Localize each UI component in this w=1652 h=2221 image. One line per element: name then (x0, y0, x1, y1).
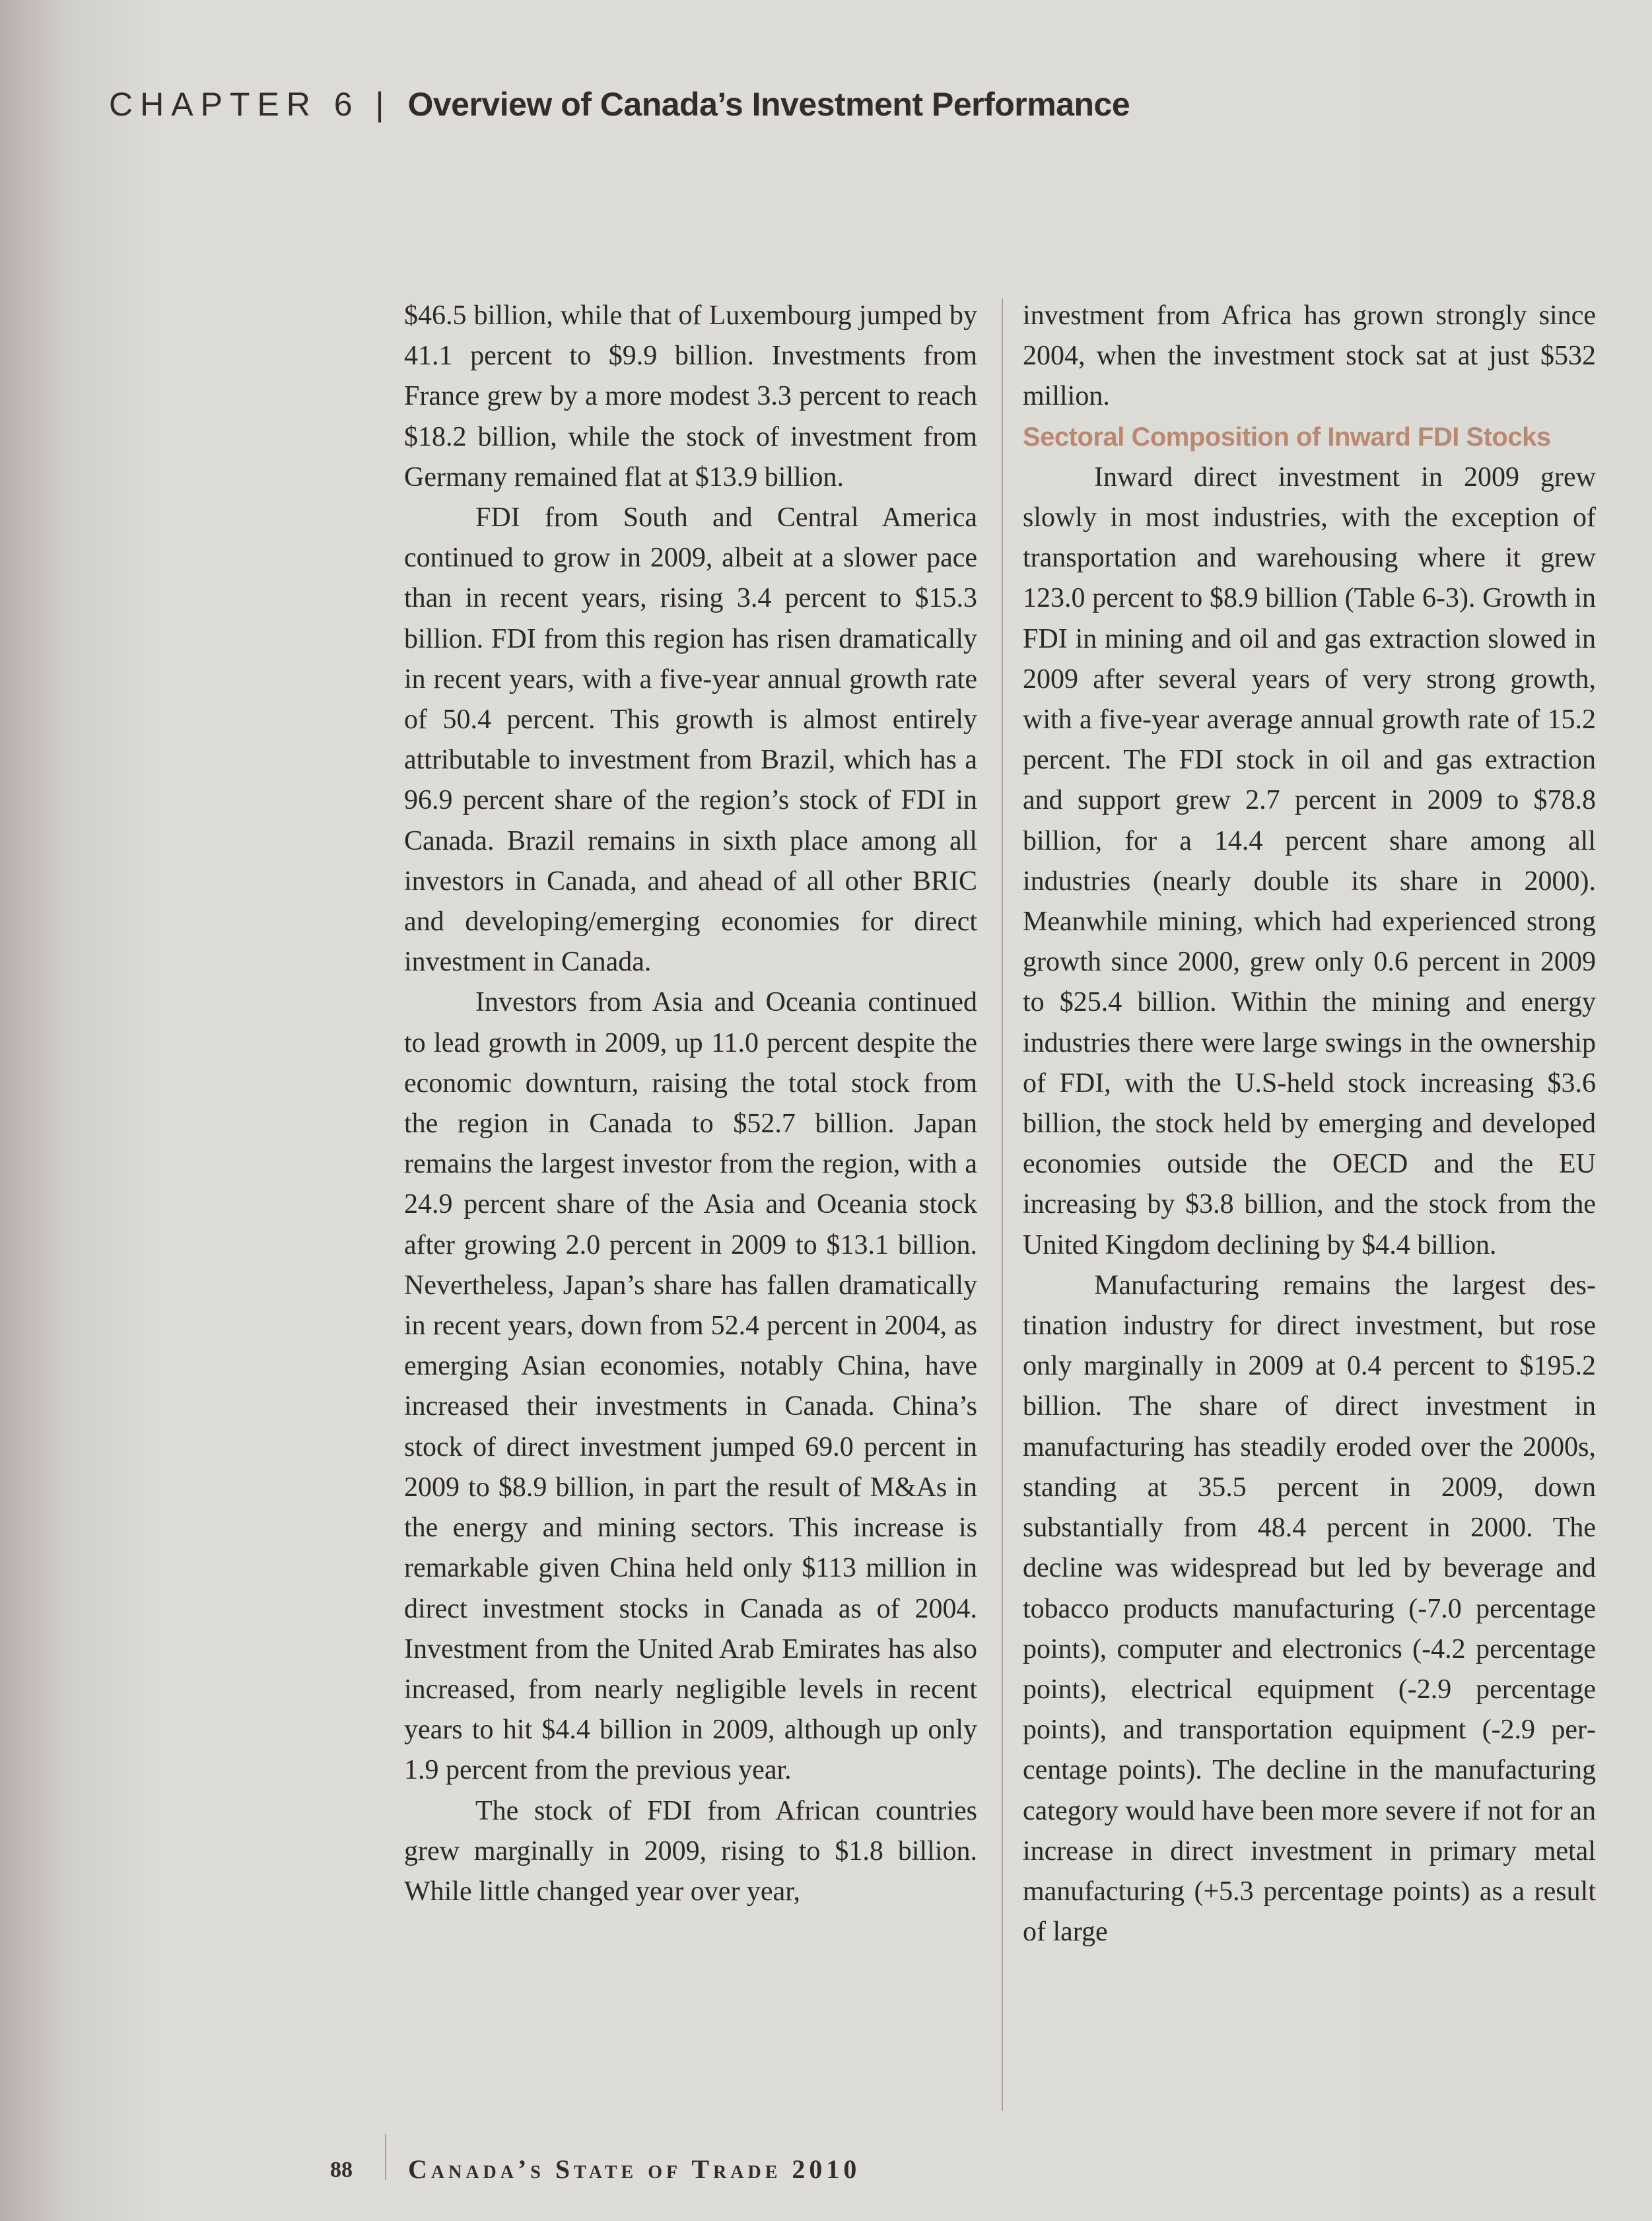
section-heading: Sectoral Composition of Inward FDI Stocks (1023, 422, 1551, 452)
body-paragraph: Investors from Asia and Oceania continued to lead growth in 2009, up 11.0 percent despite the economic downturn, raising the total stock from the region in Canada to $52.7 billion. Japan remains the largest investor from the region, with a 24.9 percent share of the Asia and Oceania stock after growing 2.0 percent in 2009 to $13.1 billion. Nevertheless, Japan’s share has fallen dramatically in recent years, down from 52.4 percent in 2004, as emerging Asian economies, notably China, have increased their investments in Canada. China’s stock of direct investment jumped 69.0 percent in 2009 to $8.9 billion, in part the result of M&As in the energy and mining sectors. This increase is remarkable given China held only $113 million in direct investment stocks in Canada as of 2004. Investment from the United Arab Emirates has also increased, from nearly negligible levels in recent years to hit $4.4 billion in 2009, although up only 1.9 percent from the previous year. (404, 987, 977, 1786)
running-head (109, 85, 1130, 124)
publication-title: Canada’s State of Trade 2010 (408, 2154, 861, 2184)
page-binding-edge (0, 0, 61, 2221)
column-divider (1002, 298, 1003, 2111)
page-number: 88 (330, 2158, 353, 2182)
body-paragraph: The stock of FDI from African countries grew marginally in 2009, rising to $1.8 billion. While little changed year over year, (404, 1795, 977, 1907)
chapter-title: Overview of Canada’s Investment Performance (407, 86, 1130, 123)
right-column (1023, 296, 1596, 1952)
footer-divider (385, 2134, 386, 2180)
header-separator: | (375, 86, 384, 123)
chapter-label: CHAPTER 6 (109, 86, 360, 123)
body-paragraph: $46.5 billion, while that of Luxembourg jumped by 41.1 percent to $9.9 billion. Investments from France grew by a more modest 3.3 percent to reach $18.2 billion, while the stock of investment from Germany remained flat at $13.9 billion. (404, 300, 977, 493)
body-paragraph: Inward direct investment in 2009 grew slowly in most industries, with the exception of transportation and warehousing where it grew 123.0 percent to $8.9 billion (Table 6-3). Growth in FDI in mining and oil and gas extraction slowed in 2009 after several years of very strong growth, with a five-year average annual growth rate of 15.2 percent. The FDI stock in oil and gas extraction and support grew 2.7 percent in 2009 to $78.8 billion, for a 14.4 percent share among all industries (nearly double its share in 2000). Meanwhile mining, which had experienced strong growth since 2000, grew only 0.6 percent in 2009 to $25.4 billion. Within the mining and energy industries there were large swings in the ownership of FDI, with the U.S-held stock increasing $3.6 billion, the stock held by emerging and developed economies outside the OECD and the EU increasing by $3.8 billion, and the stock from the United Kingdom declining by $4.4 billion. (1023, 461, 1596, 1260)
left-column (404, 296, 977, 1912)
body-paragraph: FDI from South and Central America continued to grow in 2009, albeit at a slower pace than in recent years, rising 3.4 percent to $15.3 billion. FDI from this region has risen dramatically in recent years, with a five-year annual growth rate of 50.4 percent. This growth is almost entirely attributable to investment from Brazil, which has a 96.9 percent share of the region’s stock of FDI in Canada. Brazil remains in sixth place among all investors in Canada, and ahead of all other BRIC and developing/emerging economies for direct investment in Canada. (404, 502, 977, 978)
body-paragraph: investment from Africa has grown strongly since 2004, when the investment stock sat at just $532 million. (1023, 300, 1596, 412)
body-paragraph: Manufacturing remains the largest destination industry for direct investment, but rose only marginally in 2009 at 0.4 percent to $195.2 billion. The share of direct investment in manufacturing has steadily eroded over the 2000s, standing at 35.5 percent in 2009, down substantially from 48.4 percent in 2000. The decline was widespread but led by beverage and tobacco products manufacturing (-7.0 percentage points), computer and electronics (-4.2 percentage points), electrical equipment (-2.9 percentage points), and transportation equipment (-2.9 percentage points). The decline in the manufacturing category would have been more severe if not for an increase in direct investment in primary metal manufacturing (+5.3 percentage points) as a result of large (1023, 1270, 1596, 1948)
